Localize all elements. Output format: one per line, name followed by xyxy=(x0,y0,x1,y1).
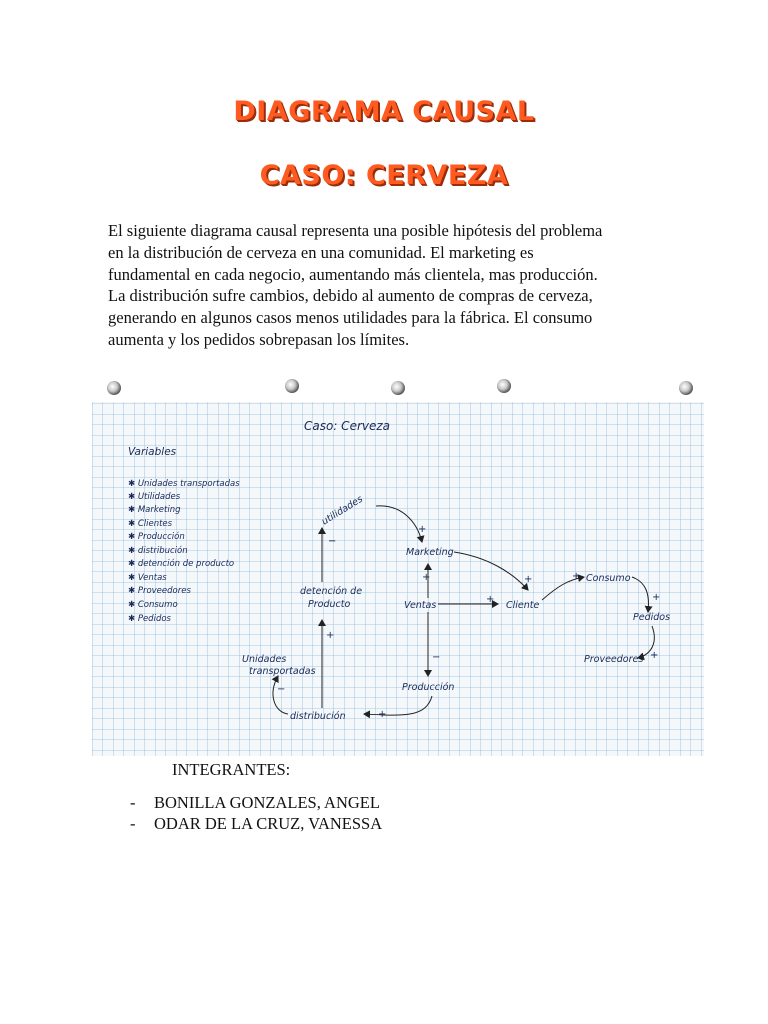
variable-item xyxy=(128,614,172,624)
binder-hole-icon xyxy=(497,379,511,393)
node-ventas: Ventas xyxy=(404,600,437,611)
paragraph-line: aumenta y los pedidos sobrepasan los límites. xyxy=(108,329,410,349)
sign-plus: + xyxy=(422,572,431,583)
sign-plus: + xyxy=(572,571,581,582)
member-name: BONILLA GONZALES, ANGEL xyxy=(154,793,380,812)
variable-label: Utilidades xyxy=(137,492,181,502)
variable-item xyxy=(128,519,173,529)
integrantes-label: INTEGRANTES: xyxy=(172,760,291,779)
sign-plus: + xyxy=(652,592,661,603)
variable-item xyxy=(128,545,188,556)
variable-label: Ventas xyxy=(137,573,167,583)
variable-item xyxy=(128,479,240,489)
variable-label: Consumo xyxy=(137,600,178,610)
sign-plus: + xyxy=(650,650,659,661)
variable-item xyxy=(128,586,191,596)
variable-item xyxy=(128,492,181,502)
node-unidades-line1: Unidades xyxy=(242,654,287,665)
variable-label: Clientes xyxy=(137,519,173,529)
sign-plus: + xyxy=(418,524,427,535)
sign-minus: − xyxy=(277,684,286,695)
node-consumo: Consumo xyxy=(586,573,631,584)
node-detencion-line1: detención de xyxy=(300,586,363,597)
binder-hole-icon xyxy=(679,381,693,395)
binder-hole-icon xyxy=(391,381,405,395)
document-subtitle: CASO: CERVEZA xyxy=(259,160,509,191)
bullet-star: ✱ xyxy=(128,573,138,583)
paragraph-line: fundamental en cada negocio, aumentando más clientela, mas producción. xyxy=(108,264,598,284)
sign-minus: − xyxy=(328,536,337,547)
bullet-star: ✱ xyxy=(128,600,138,610)
variable-item xyxy=(128,558,234,569)
intro-paragraph xyxy=(108,220,668,351)
list-dash: - xyxy=(130,814,136,833)
sign-minus: − xyxy=(432,652,441,663)
node-cliente: Cliente xyxy=(506,600,540,611)
bullet-star: ✱ xyxy=(128,532,138,542)
variable-label: Unidades transportadas xyxy=(137,479,240,489)
members-list xyxy=(130,792,382,834)
variable-item xyxy=(128,531,185,542)
bullet-star: ✱ xyxy=(128,546,138,556)
list-dash: - xyxy=(130,793,136,812)
variables-heading: Variables xyxy=(128,446,177,458)
bullet-star: ✱ xyxy=(128,479,138,489)
binder-holes xyxy=(107,379,693,395)
bullet-star: ✱ xyxy=(128,614,138,624)
node-distribucion: distribución xyxy=(290,711,346,722)
sign-plus: + xyxy=(486,594,495,605)
variable-item xyxy=(128,600,178,610)
variable-label: Marketing xyxy=(137,505,181,515)
variable-label: Producción xyxy=(137,532,185,542)
document-title: DIAGRAMA CAUSAL xyxy=(233,96,535,127)
node-proveedores: Proveedores xyxy=(584,654,644,665)
bullet-star: ✱ xyxy=(128,559,138,569)
variable-item xyxy=(128,573,167,583)
variable-label: Proveedores xyxy=(137,586,191,596)
sign-plus: + xyxy=(378,709,387,720)
diagram-title: Caso: Cerveza xyxy=(304,419,391,433)
member-item xyxy=(130,813,382,834)
node-produccion: Producción xyxy=(402,682,455,693)
sign-plus: + xyxy=(524,574,533,585)
paragraph-line: El siguiente diagrama causal representa una posible hipótesis del problema xyxy=(108,221,603,240)
paragraph-line: generando en algunos casos menos utilidades para la fábrica. El consumo xyxy=(108,308,593,328)
bullet-star: ✱ xyxy=(128,492,138,502)
paragraph-line: en la distribución de cerveza en una comunidad. El marketing es xyxy=(108,242,534,262)
binder-hole-icon xyxy=(107,381,121,395)
member-name: ODAR DE LA CRUZ, VANESSA xyxy=(154,814,383,833)
variable-label: Pedidos xyxy=(137,614,171,624)
node-unidades-line2: transportadas xyxy=(249,666,316,677)
variable-item xyxy=(128,505,181,515)
node-utilidades: utilidades xyxy=(319,493,365,528)
sign-plus: + xyxy=(326,630,335,641)
variable-label: detención de producto xyxy=(137,559,235,569)
binder-hole-icon xyxy=(285,379,299,393)
bullet-star: ✱ xyxy=(128,505,138,515)
node-pedidos: Pedidos xyxy=(633,612,671,623)
member-item xyxy=(130,792,382,813)
bullet-star: ✱ xyxy=(128,586,138,596)
paragraph-line: La distribución sufre cambios, debido al aumento de compras de cerveza, xyxy=(108,286,593,306)
causal-diagram-sheet xyxy=(92,372,704,756)
node-marketing: Marketing xyxy=(406,547,454,558)
bullet-star: ✱ xyxy=(128,519,138,529)
variable-label: distribución xyxy=(137,546,188,556)
node-detencion-line2: Producto xyxy=(308,599,351,610)
